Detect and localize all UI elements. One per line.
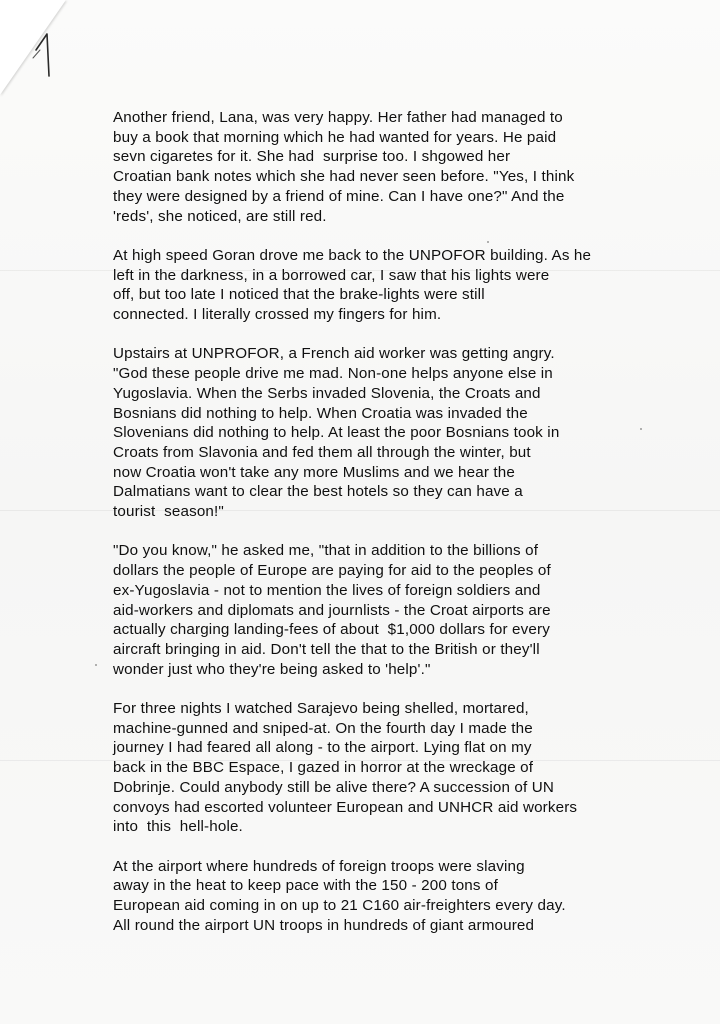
text-line: tourist season!" [113,503,224,521]
text-line: "Do you know," he asked me, "that in addition to the billions of [113,542,539,560]
text-line: off, but too late I noticed that the brake-lights were still [113,286,485,304]
text-line: "God these people drive me mad. Non-one helps anyone else in [113,365,553,383]
text-line: they were designed by a friend of mine. Can I have one?" And the [113,187,565,205]
handwritten-page-mark [30,28,60,78]
paragraph [113,344,673,521]
text-line: Dobrinje. Could anybody still be alive there? A succession of UN [113,778,554,796]
text-line: away in the heat to keep pace with the 150 - 200 tons of [113,877,498,895]
text-line: wonder just who they're being asked to 'help'." [113,660,431,678]
text-line: left in the darkness, in a borrowed car, I saw that his lights were [113,266,550,284]
text-line: Upstairs at UNPROFOR, a French aid worker was getting angry. [113,345,555,363]
paragraph [113,857,673,936]
text-line: aid-workers and diplomats and journlists - the Croat airports are [113,601,551,619]
text-line: now Croatia won't take any more Muslims and we hear the [113,463,515,481]
paragraph [113,246,673,325]
text-line: into this hell-hole. [113,818,243,836]
text-line: European aid coming in on up to 21 C160 air-freighters every day. [113,897,566,915]
text-line: At high speed Goran drove me back to the UNPOFOR building. As he [113,246,592,264]
text-line: sevn cigaretes for it. She had surprise too. I shgowed her [113,148,511,166]
text-line: Dalmatians want to clear the best hotels so they can have a [113,483,523,501]
text-line: Bosnians did nothing to help. When Croatia was invaded the [113,404,528,422]
text-line: back in the BBC Espace, I gazed in horror at the wreckage of [113,759,534,777]
paragraph [113,108,673,226]
text-line: Slovenians did nothing to help. At least the poor Bosnians took in [113,424,560,442]
text-line: Croatian bank notes which she had never seen before. "Yes, I think [113,168,575,186]
text-line: For three nights I watched Sarajevo being shelled, mortared, [113,700,529,718]
text-line: journey I had feared all along - to the airport. Lying flat on my [113,739,532,757]
text-line: aircraft bringing in aid. Don't tell the that to the British or they'll [113,640,540,658]
text-line: Yugoslavia. When the Serbs invaded Slovenia, the Croats and [113,384,541,402]
text-line: All round the airport UN troops in hundreds of giant armoured [113,916,535,934]
text-line: machine-gunned and sniped-at. On the fourth day I made the [113,719,533,737]
paragraph [113,541,673,679]
speck [95,664,97,666]
text-line: 'reds', she noticed, are still red. [113,207,327,225]
text-line: Croats from Slavonia and fed them all through the winter, but [113,443,531,461]
text-line: dollars the people of Europe are paying for aid to the peoples of [113,562,551,580]
paragraph [113,699,673,837]
text-line: connected. I literally crossed my fingers for him. [113,306,442,324]
text-line: Another friend, Lana, was very happy. Her father had managed to [113,109,563,126]
text-line: At the airport where hundreds of foreign troops were slaving [113,857,525,875]
text-line: ex-Yugoslavia - not to mention the lives of foreign soldiers and [113,581,541,599]
text-line: buy a book that morning which he had wanted for years. He paid [113,128,557,146]
text-line: convoys had escorted volunteer European and UNHCR aid workers [113,798,578,816]
text-line: actually charging landing-fees of about $1,000 dollars for every [113,621,550,639]
body-text [113,108,673,955]
